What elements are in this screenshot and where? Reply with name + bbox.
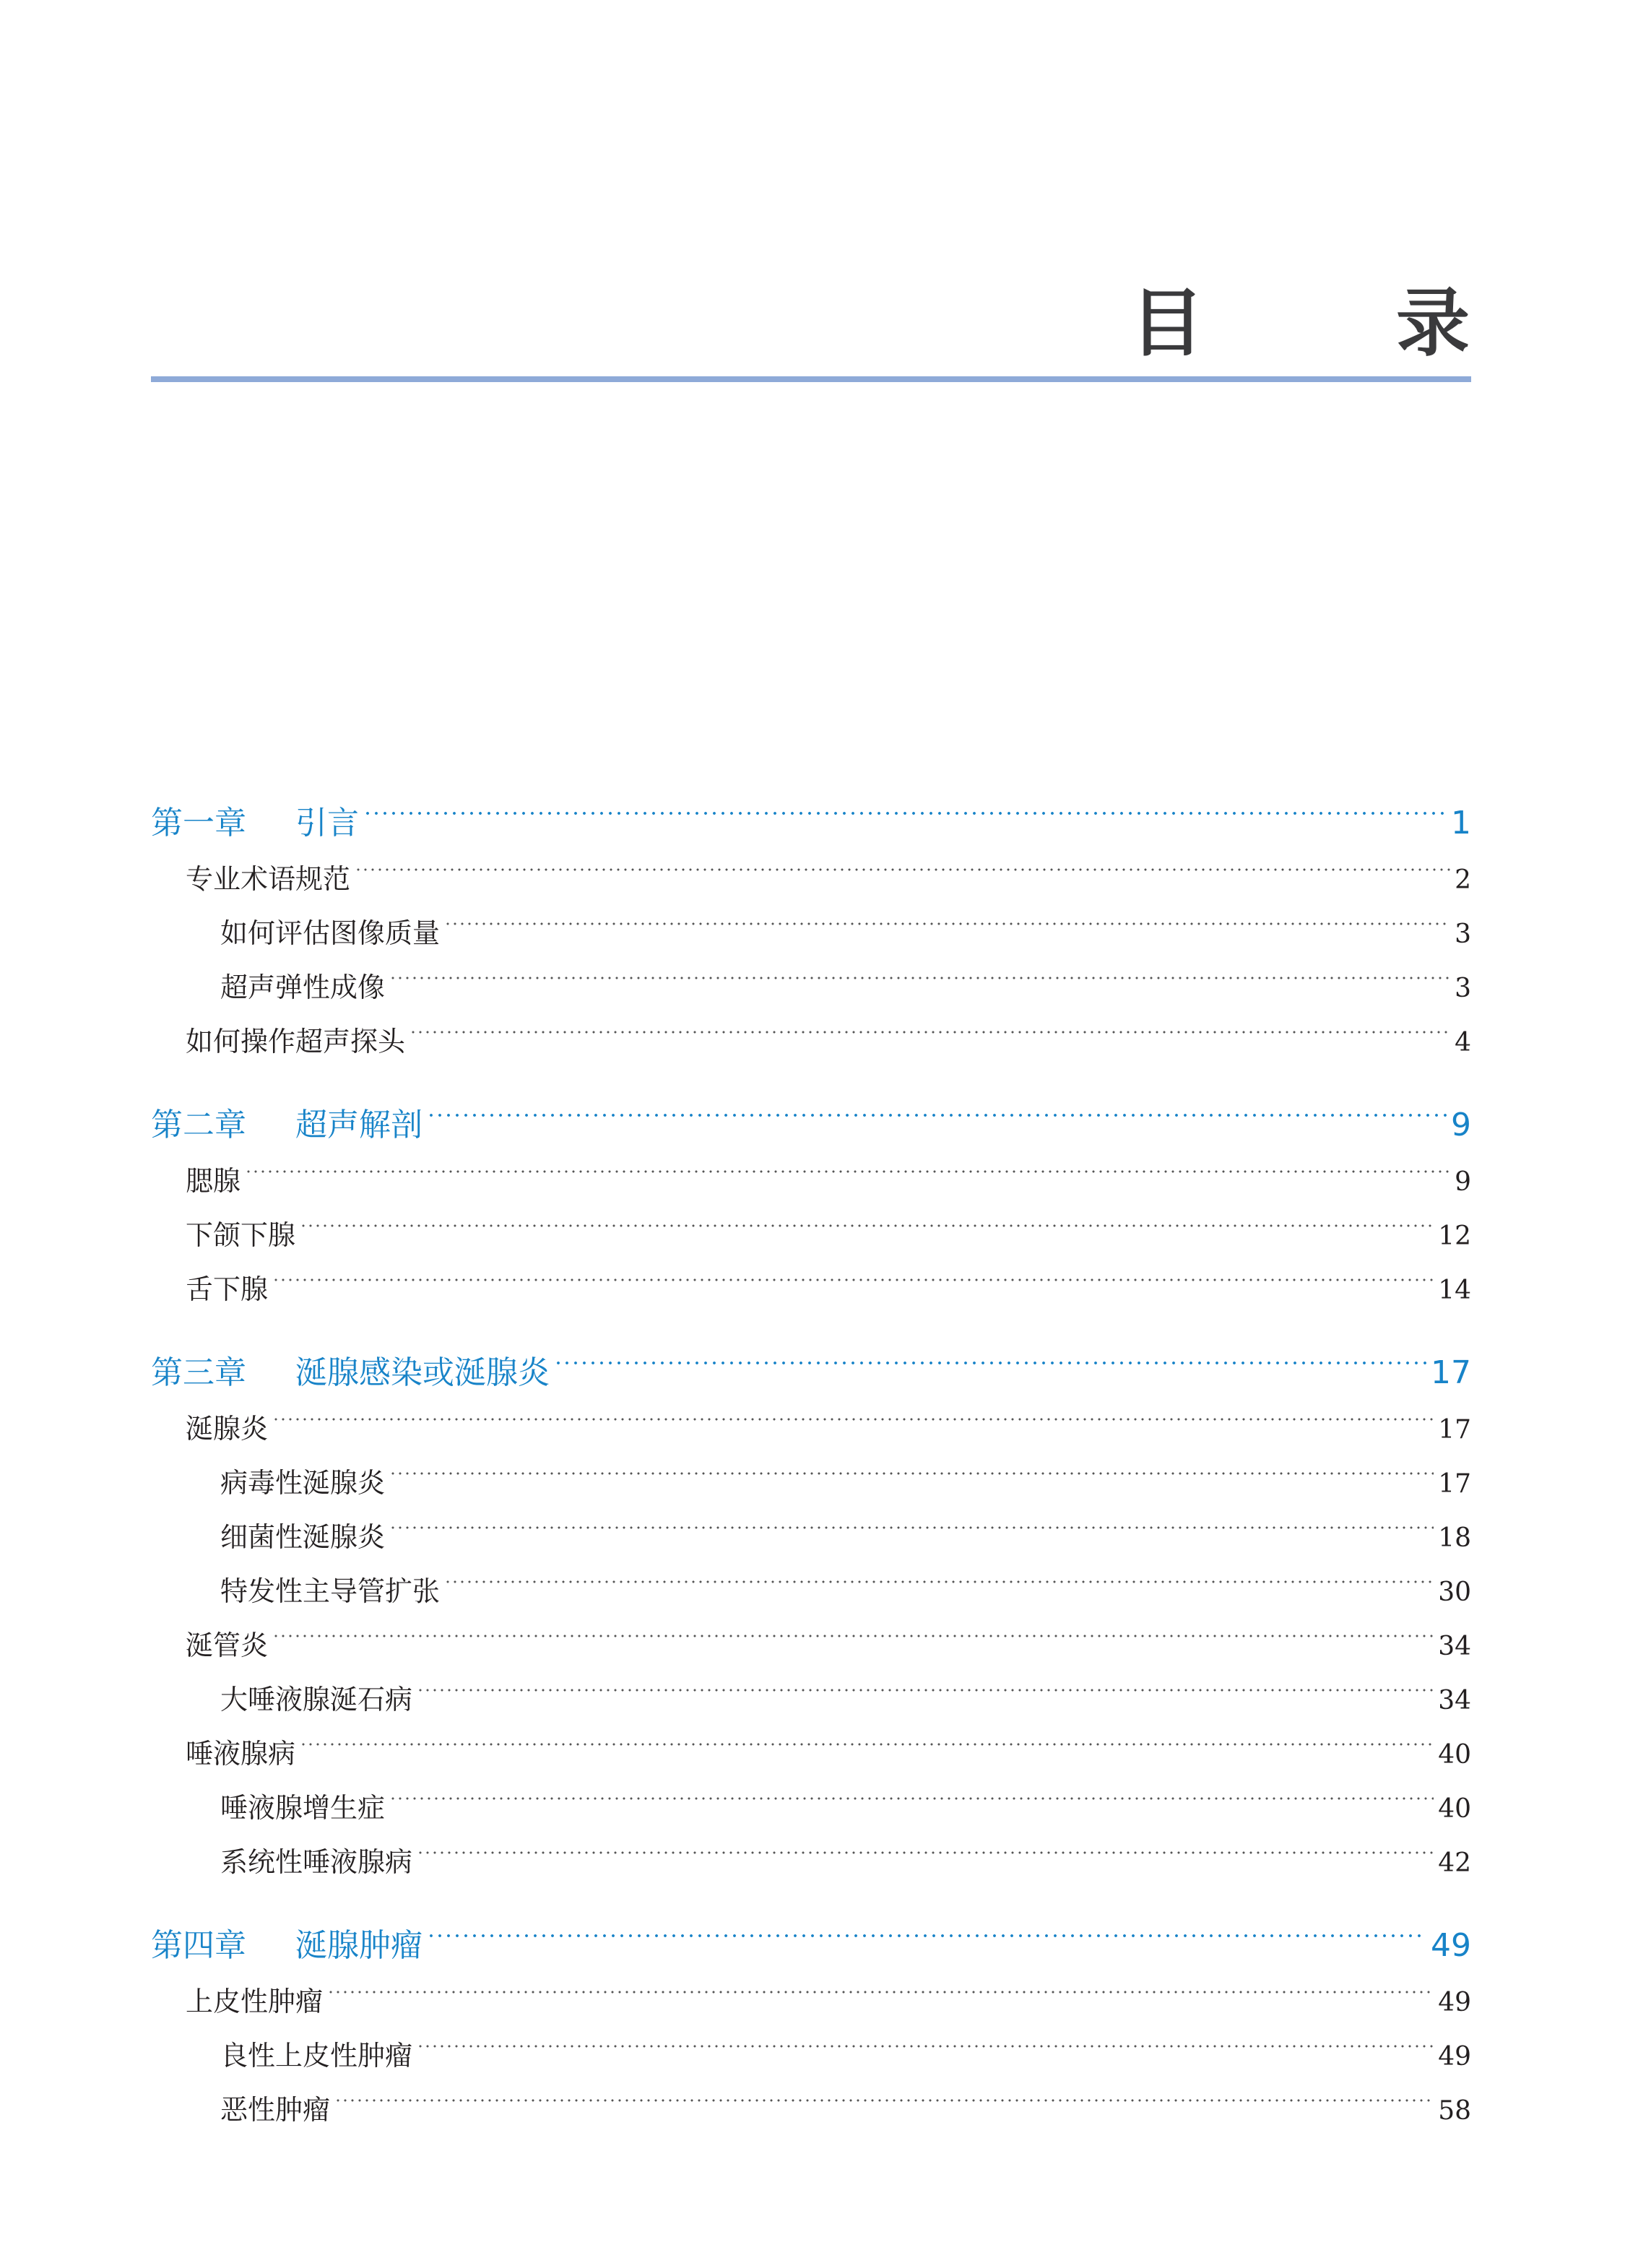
entry-title: 腮腺 bbox=[186, 1165, 241, 1197]
toc-chapter-entry[interactable] bbox=[151, 1917, 1471, 1975]
entry-title: 如何评估图像质量 bbox=[220, 917, 441, 949]
entry-page-number: 18 bbox=[1438, 1523, 1471, 1553]
toc-section-entry[interactable] bbox=[151, 1015, 1471, 1069]
table-of-contents bbox=[151, 795, 1471, 2137]
leader-dots bbox=[389, 977, 1450, 979]
chapter-title: 超声解剖 bbox=[295, 1107, 422, 1143]
toc-section-entry[interactable] bbox=[151, 852, 1471, 906]
chapter-number: 第二章 bbox=[151, 1107, 246, 1143]
chapter-gap bbox=[151, 1317, 1471, 1344]
entry-page-number: 9 bbox=[1455, 1167, 1471, 1197]
leader-dots bbox=[334, 2099, 1434, 2102]
entry-title: 超声弹性成像 bbox=[220, 971, 386, 1003]
entry-page-number: 3 bbox=[1455, 974, 1471, 1003]
leader-dots bbox=[417, 2045, 1434, 2048]
chapter-label bbox=[151, 1096, 422, 1154]
entry-page-number: 2 bbox=[1455, 865, 1471, 895]
chapter-label bbox=[151, 1917, 422, 1975]
leader-dots bbox=[245, 1170, 1450, 1173]
leader-dots bbox=[389, 1526, 1434, 1529]
chapter-title: 引言 bbox=[295, 805, 359, 841]
toc-section-entry[interactable] bbox=[151, 1154, 1471, 1208]
chapter-title: 涎腺肿瘤 bbox=[295, 1927, 422, 1964]
chapter-page-number: 49 bbox=[1431, 1927, 1471, 1964]
leader-dots bbox=[327, 1991, 1434, 1994]
chapter-number: 第三章 bbox=[151, 1354, 246, 1391]
chapter-title: 涎腺感染或涎腺炎 bbox=[295, 1354, 550, 1391]
toc-chapter-entry[interactable] bbox=[151, 1344, 1471, 1402]
entry-title: 涎管炎 bbox=[186, 1629, 269, 1661]
leader-dots bbox=[272, 1418, 1434, 1421]
chapter-label bbox=[151, 795, 359, 852]
entry-title: 良性上皮性肿瘤 bbox=[220, 2040, 413, 2072]
leader-dots bbox=[427, 1934, 1426, 1937]
toc-section-entry[interactable] bbox=[151, 1402, 1471, 1456]
toc-subsection-entry[interactable] bbox=[151, 961, 1471, 1015]
entry-title: 舌下腺 bbox=[186, 1273, 269, 1305]
toc-subsection-entry[interactable] bbox=[151, 2083, 1471, 2137]
toc-subsection-entry[interactable] bbox=[151, 2029, 1471, 2083]
entry-title: 下颌下腺 bbox=[186, 1219, 296, 1251]
entry-page-number: 17 bbox=[1438, 1415, 1471, 1445]
leader-dots bbox=[444, 1580, 1434, 1583]
leader-dots bbox=[300, 1224, 1434, 1227]
entry-title: 专业术语规范 bbox=[186, 863, 351, 895]
chapter-number: 第四章 bbox=[151, 1927, 246, 1964]
leader-dots bbox=[272, 1278, 1434, 1281]
toc-section-entry[interactable] bbox=[151, 1208, 1471, 1263]
entry-page-number: 3 bbox=[1455, 919, 1471, 949]
toc-section-entry[interactable] bbox=[151, 1975, 1471, 2029]
leader-dots bbox=[554, 1362, 1426, 1364]
chapter-number: 第一章 bbox=[151, 805, 246, 841]
chapter-gap bbox=[151, 1069, 1471, 1096]
entry-page-number: 40 bbox=[1438, 1740, 1471, 1770]
leader-dots bbox=[389, 1472, 1434, 1475]
toc-section-entry[interactable] bbox=[151, 1727, 1471, 1781]
toc-subsection-entry[interactable] bbox=[151, 1564, 1471, 1619]
title-divider bbox=[151, 376, 1471, 382]
leader-dots bbox=[389, 1797, 1434, 1800]
entry-page-number: 34 bbox=[1438, 1632, 1471, 1661]
entry-title: 系统性唾液腺病 bbox=[220, 1846, 413, 1878]
chapter-label bbox=[151, 1344, 550, 1402]
entry-title: 涎腺炎 bbox=[186, 1413, 269, 1445]
toc-chapter-entry[interactable] bbox=[151, 795, 1471, 852]
entry-title: 唾液腺增生症 bbox=[220, 1792, 386, 1824]
entry-page-number: 14 bbox=[1438, 1276, 1471, 1305]
entry-page-number: 34 bbox=[1438, 1686, 1471, 1715]
entry-page-number: 49 bbox=[1438, 2042, 1471, 2072]
toc-subsection-entry[interactable] bbox=[151, 1835, 1471, 1890]
entry-title: 唾液腺病 bbox=[186, 1738, 296, 1770]
entry-title: 细菌性涎腺炎 bbox=[220, 1521, 386, 1553]
leader-dots bbox=[300, 1743, 1434, 1746]
entry-page-number: 40 bbox=[1438, 1794, 1471, 1824]
entry-title: 恶性肿瘤 bbox=[220, 2094, 331, 2126]
toc-subsection-entry[interactable] bbox=[151, 1673, 1471, 1727]
leader-dots bbox=[363, 812, 1447, 815]
toc-subsection-entry[interactable] bbox=[151, 1510, 1471, 1564]
entry-title: 病毒性涎腺炎 bbox=[220, 1467, 386, 1499]
leader-dots bbox=[410, 1031, 1450, 1034]
entry-title: 上皮性肿瘤 bbox=[186, 1986, 324, 2017]
page-title: 目 录 bbox=[1130, 281, 1529, 367]
leader-dots bbox=[272, 1635, 1434, 1637]
entry-title: 大唾液腺涎石病 bbox=[220, 1684, 413, 1715]
leader-dots bbox=[427, 1114, 1447, 1117]
entry-page-number: 12 bbox=[1438, 1221, 1471, 1251]
chapter-page-number: 9 bbox=[1451, 1107, 1471, 1143]
entry-page-number: 49 bbox=[1438, 1988, 1471, 2017]
entry-title: 特发性主导管扩张 bbox=[220, 1575, 441, 1607]
toc-subsection-entry[interactable] bbox=[151, 1781, 1471, 1835]
toc-subsection-entry[interactable] bbox=[151, 906, 1471, 961]
leader-dots bbox=[417, 1689, 1434, 1692]
entry-page-number: 42 bbox=[1438, 1848, 1471, 1878]
toc-subsection-entry[interactable] bbox=[151, 1456, 1471, 1510]
entry-page-number: 4 bbox=[1455, 1028, 1471, 1057]
chapter-gap bbox=[151, 1890, 1471, 1917]
leader-dots bbox=[355, 868, 1450, 871]
chapter-page-number: 1 bbox=[1451, 805, 1471, 841]
entry-title: 如何操作超声探头 bbox=[186, 1026, 406, 1057]
entry-page-number: 30 bbox=[1438, 1577, 1471, 1607]
entry-page-number: 58 bbox=[1438, 2096, 1471, 2126]
entry-page-number: 17 bbox=[1438, 1469, 1471, 1499]
toc-chapter-entry[interactable] bbox=[151, 1096, 1471, 1154]
chapter-page-number: 17 bbox=[1431, 1354, 1471, 1391]
leader-dots bbox=[444, 922, 1450, 925]
toc-section-entry[interactable] bbox=[151, 1619, 1471, 1673]
leader-dots bbox=[417, 1851, 1434, 1854]
toc-section-entry[interactable] bbox=[151, 1263, 1471, 1317]
